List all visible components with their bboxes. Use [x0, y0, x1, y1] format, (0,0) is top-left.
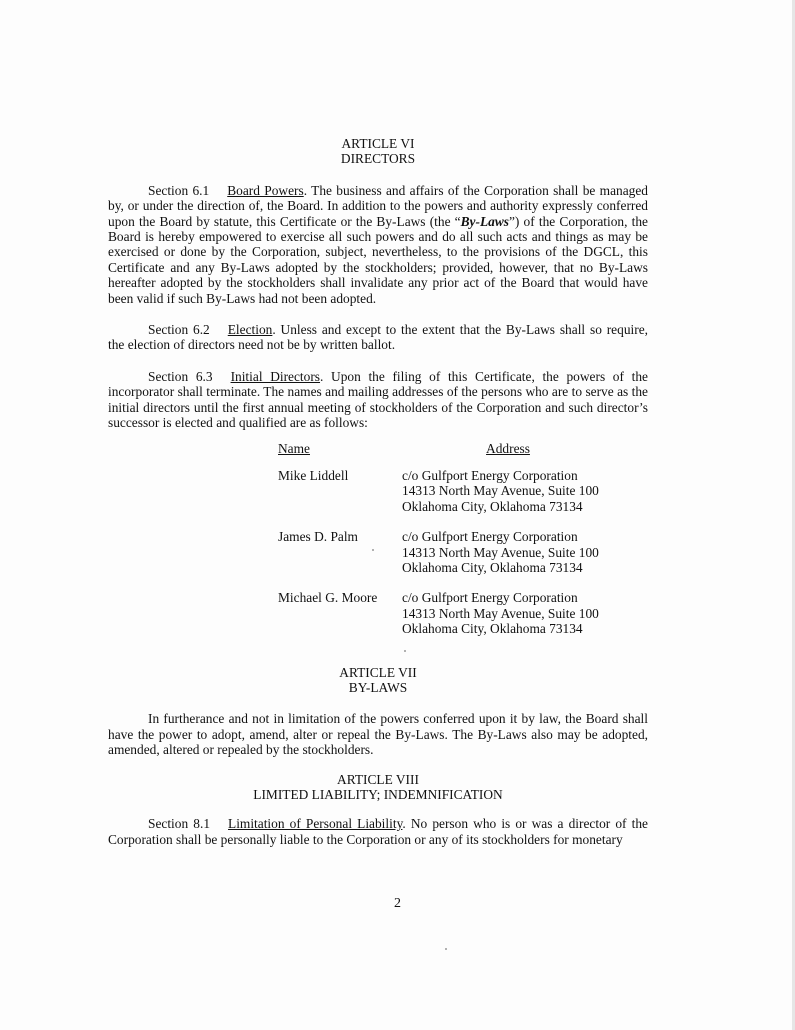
table-row — [278, 468, 648, 514]
section-number: Section 6.1 — [148, 182, 210, 198]
director-address — [402, 529, 642, 575]
directors-table — [278, 441, 648, 637]
article-8-subtitle: LIMITED LIABILITY; INDEMNIFICATION — [253, 787, 503, 802]
address-line: 14313 North May Avenue, Suite 100 — [402, 605, 599, 621]
scan-speck — [445, 948, 447, 950]
section-text: ”) of the Corporation, the Board is hereby empowered to exercise all such powers and do all such acts and things as may be exercised or done by the Corporation, subject, nevertheless, to the provisions of the DGCL, this Certificate and any By-Laws adopted by the stockholders; provided, however, that no By-Laws hereafter adopted by the stockholders shall invalidate any prior act of the Board that would have been valid if such By-Laws had not been adopted. — [108, 213, 648, 306]
section-6-3 — [108, 369, 648, 431]
director-address — [402, 468, 642, 514]
address-line: c/o Gulfport Energy Corporation — [402, 529, 578, 545]
address-line: Oklahoma City, Oklahoma 73134 — [402, 559, 583, 575]
article-7-title: ARTICLE VII — [339, 664, 417, 680]
section-text: . No person who is or was a director of the Corporation shall be personally liable to the Corporation or any of its stockholders for monetary — [108, 816, 648, 847]
page-content — [108, 136, 648, 847]
section-number: Section 6.2 — [148, 322, 210, 338]
scan-speck — [404, 650, 406, 652]
article-7-text: In furtherance and not in limitation of the powers conferred upon it by law, the Board shall have the power to adopt, amend, alter or repeal the By-Laws. The By-Laws also may be adopted, amended, altered or repealed by the stockholders. — [108, 711, 648, 758]
section-heading: Board Powers — [227, 182, 304, 198]
section-heading: Election — [227, 322, 273, 338]
name-column-header: Name — [278, 440, 310, 456]
table-row — [278, 529, 648, 575]
address-line: c/o Gulfport Energy Corporation — [402, 467, 578, 483]
section-number: Section 6.3 — [148, 368, 213, 384]
defined-term: By-Laws — [460, 213, 509, 229]
section-heading: Limitation of Personal Liability — [228, 816, 403, 832]
article-6-heading — [108, 136, 648, 167]
article-6-title: ARTICLE VI — [341, 136, 415, 151]
page-number: 2 — [394, 896, 401, 911]
director-name: James D. Palm — [278, 529, 358, 545]
address-line: 14313 North May Avenue, Suite 100 — [402, 483, 599, 499]
section-heading: Initial Directors — [230, 368, 321, 384]
scan-speck — [372, 549, 374, 551]
section-text: . The business and affairs of the Corporation shall be managed by, or under the direction of, the Board. In addition to the powers and authority expressly conferred upon the Board by statute, this Certificate or the By-Laws (the “ — [108, 182, 649, 229]
director-address — [402, 590, 642, 636]
address-line: Oklahoma City, Oklahoma 73134 — [402, 498, 583, 514]
address-column-header: Address — [486, 440, 530, 456]
article-7-subtitle: BY-LAWS — [348, 679, 408, 695]
article-8-title: ARTICLE VIII — [337, 771, 419, 787]
section-8-1 — [108, 816, 648, 847]
section-6-2 — [108, 322, 648, 353]
section-number: Section 8.1 — [148, 816, 211, 832]
address-line: Oklahoma City, Oklahoma 73134 — [402, 621, 583, 637]
director-name: Michael G. Moore — [278, 590, 378, 606]
directors-table-header — [278, 441, 648, 456]
address-line: 14313 North May Avenue, Suite 100 — [402, 544, 599, 560]
director-name: Mike Liddell — [278, 467, 349, 483]
article-7-heading — [108, 665, 648, 696]
table-row — [278, 590, 648, 636]
section-text: . Unless and except to the extent that the By-Laws shall so require, the election of directors need not be by written ballot. — [108, 322, 648, 353]
article-8-heading — [108, 772, 648, 803]
article-6-subtitle: DIRECTORS — [340, 151, 416, 167]
address-line: c/o Gulfport Energy Corporation — [402, 590, 578, 606]
section-6-1 — [108, 183, 648, 306]
section-text: . Upon the filing of this Certificate, the powers of the incorporator shall terminate. The names and mailing addresses of the persons who are to serve as the initial directors until the first annual meeting of stockholders of the Corporation and such director’s successor is elected and qualified are as follows: — [108, 368, 648, 431]
